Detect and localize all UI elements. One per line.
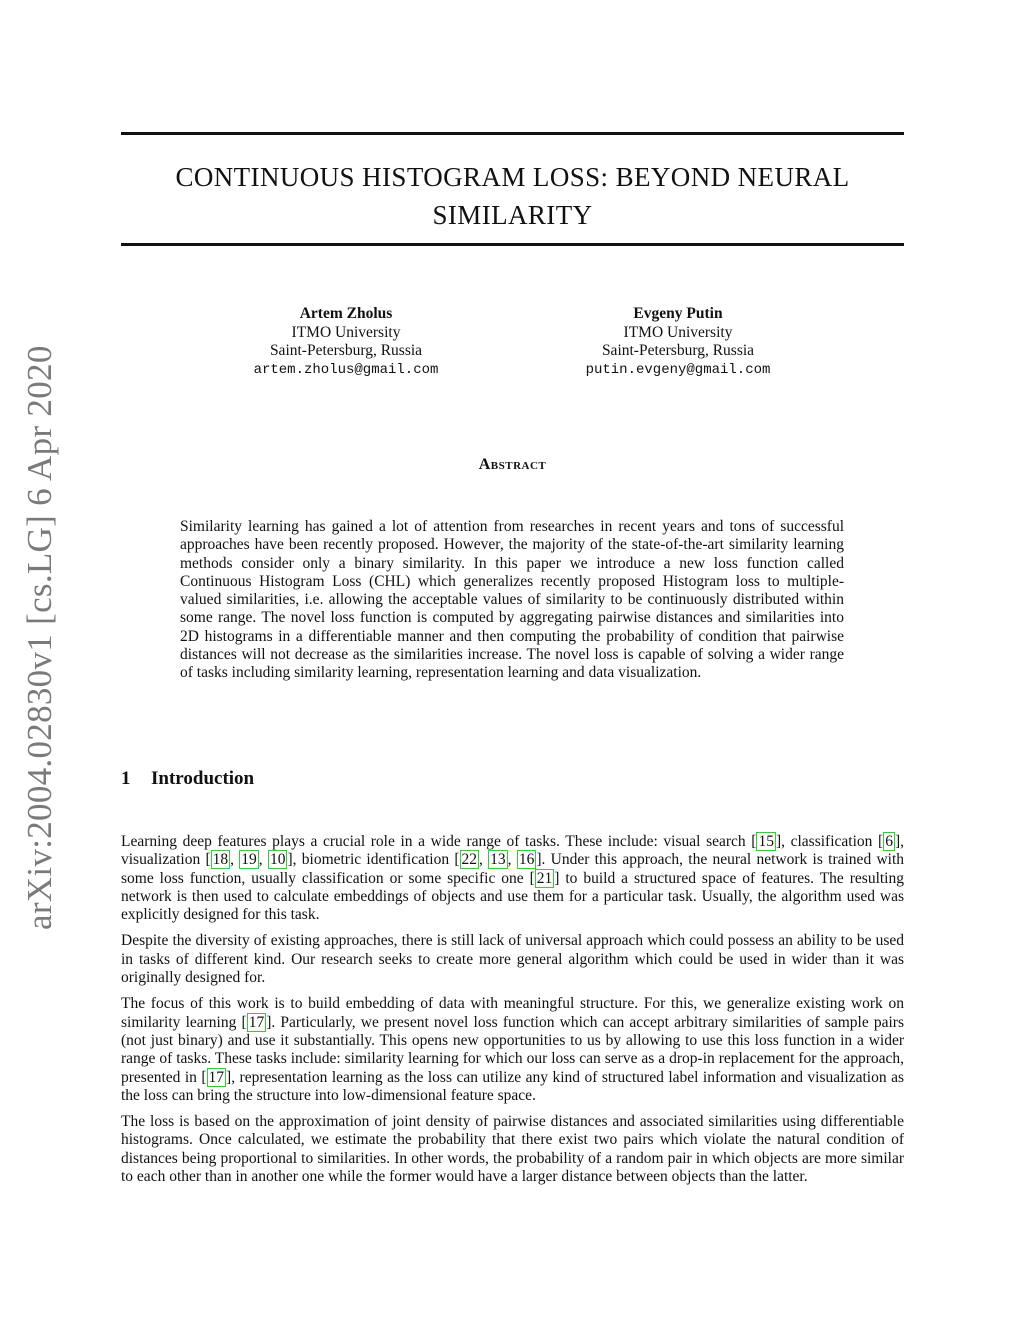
- author-location: Saint-Petersburg, Russia: [601, 342, 755, 359]
- author-email[interactable]: artem.zholus@gmail.com: [253, 361, 439, 378]
- citation-link[interactable]: 15: [758, 833, 774, 850]
- title-line-2: SIMILARITY: [432, 200, 593, 230]
- author-location: Saint-Petersburg, Russia: [269, 342, 423, 359]
- abstract-text: Similarity learning has gained a lot of attention from researches in recent years and tons of successful approaches have been recently proposed. However, the majority of the state-of-the-art similarity learning methods consider only a binary similarity. In this paper we introduce a new loss function called Continuous Histogram Loss (CHL) which generalizes recently proposed Histogram loss to multiple-valued similarities, i.e. allowing the acceptable values of similarity to be continuously distributed within some range. The novel loss function is computed by aggregating pairwise distances and similarities into 2D histograms in a differentiable manner and then computing the probability of condition that pairwise distances will not decrease as the similarities increase. The novel loss is capable of solving a wider range of tasks including similarity learning, representation learning and data visualization.: [180, 518, 844, 682]
- author-block-2: [528, 305, 828, 379]
- citation-link[interactable]: 21: [536, 869, 553, 887]
- title-line-1: CONTINUOUS HISTOGRAM LOSS: BEYOND NEURAL: [175, 162, 850, 192]
- paragraph-2: Despite the diversity of existing approaches, there is still lack of universal approach which could possess an ability to be used in tasks of different kind. Our research seeks to create more general algorithm which could be used in wider than it was originally designed for.: [121, 932, 904, 987]
- section-title: Introduction: [151, 768, 255, 789]
- paragraph-3: The focus of this work is to build embedding of data with meaningful structure. For this, we generalize existing work on similarity learning [ 17 ]. Particularly, we present novel loss function which can accept arbitrary similarities of sample pairs (not just binary) and use it substantially. This opens new opportunities to us by allowing to use this loss function in a wider range of tasks. These tasks include: similarity learning for which our loss can serve as a drop-in replacement for the approach, presented in [ 17 ], representation learning as the loss can utilize any kind of structured label information and visualization as the loss can bring the structure into low-dimensional feature space.: [121, 995, 904, 1104]
- author-affiliation: ITMO University: [291, 323, 401, 341]
- citation-link[interactable]: 13: [490, 851, 506, 869]
- author-email[interactable]: putin.evgeny@gmail.com: [585, 361, 771, 378]
- citation-link[interactable]: 22: [461, 851, 478, 869]
- arxiv-identifier-stamp: arXiv:2004.02830v1 [cs.LG] 6 Apr 2020: [20, 345, 59, 930]
- citation-link[interactable]: 10: [269, 851, 286, 869]
- title-bottom-rule: [121, 243, 904, 246]
- paper-title: [121, 158, 904, 234]
- author-name: Evgeny Putin: [633, 305, 723, 322]
- section-number: 1: [121, 768, 131, 789]
- title-top-rule: [121, 132, 904, 135]
- citation-link[interactable]: 16: [518, 851, 535, 869]
- citation-link[interactable]: 6: [885, 833, 893, 850]
- paragraph-1: Learning deep features plays a crucial role in a wide range of tasks. These include: visual search [ 15 ], classification [ 6 ], visualization [ 18 , 19 , 10 ], biometric identification [ 22 , 13 , 16 ]. Under this approach, the neural network is trained with some loss function, usually classification or some specific one [ 21 ] to build a structured space of features. The resulting network is then used to calculate embeddings of objects and use them for a particular task. Usually, the algorithm used was explicitly designed for this task.: [121, 833, 905, 924]
- section-heading-introduction: [121, 768, 254, 790]
- introduction-body: [121, 833, 904, 1194]
- citation-link[interactable]: 17: [208, 1068, 225, 1086]
- author-affiliation: ITMO University: [623, 323, 733, 341]
- citation-link[interactable]: 18: [212, 851, 229, 869]
- citation-link[interactable]: 19: [241, 851, 257, 869]
- author-block-1: [196, 305, 496, 379]
- abstract-heading: Abstract: [478, 456, 547, 473]
- citation-link[interactable]: 17: [248, 1013, 265, 1031]
- paragraph-4: The loss is based on the approximation of joint density of pairwise distances and associated similarities using differentiable histograms. Once calculated, we estimate the probability that there exist two pairs which violate the natural condition of distances being proportional to similarities. In other words, the probability of a random pair in which objects are more similar to each other than in another one while the former would have a larger distance between objects than the latter.: [121, 1113, 904, 1186]
- author-name: Artem Zholus: [299, 305, 393, 322]
